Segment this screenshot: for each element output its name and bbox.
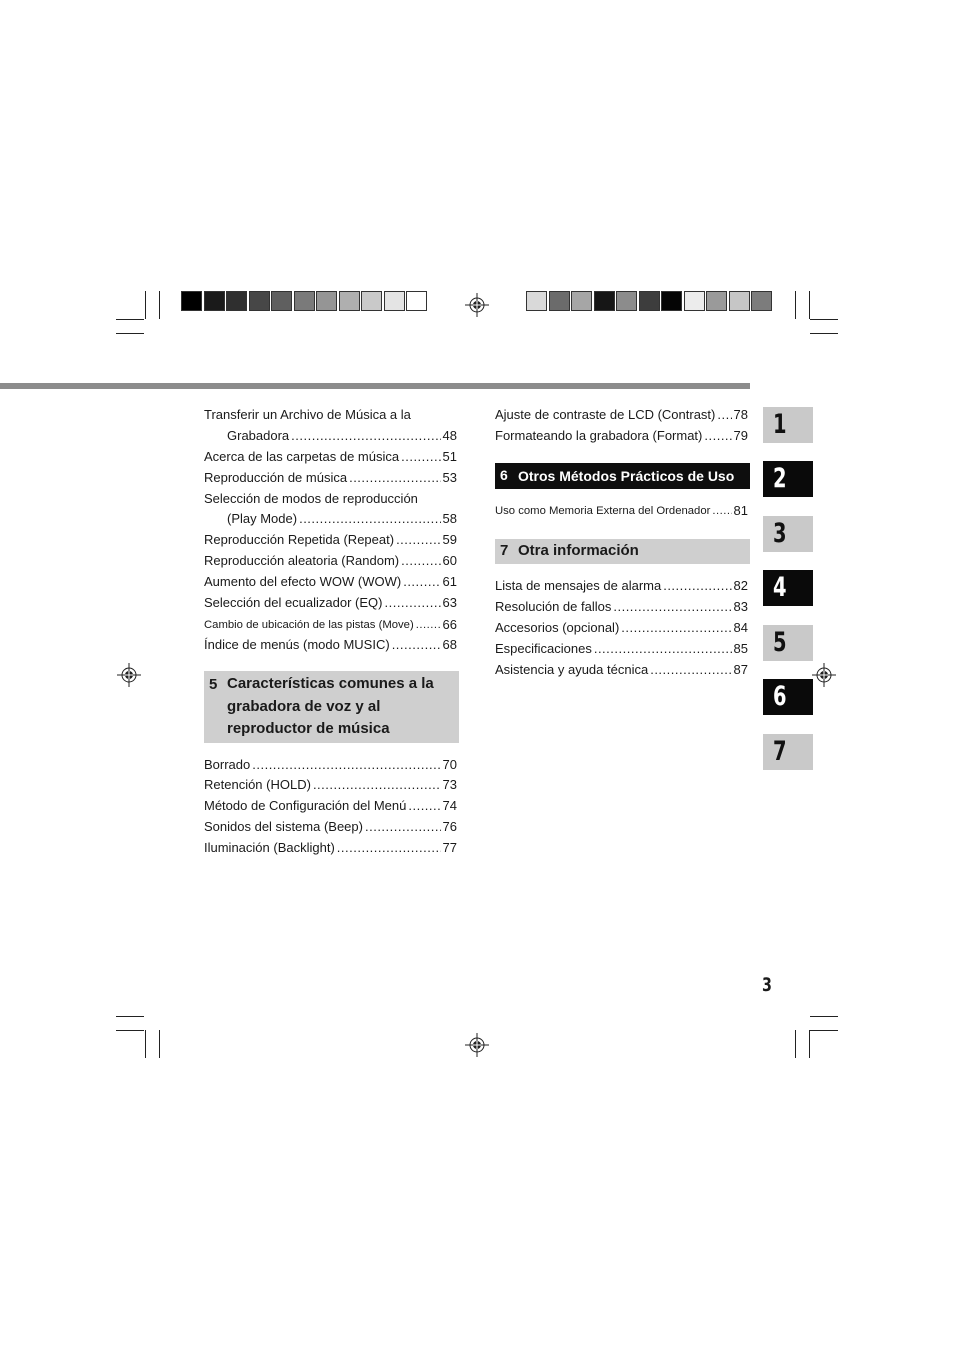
leader-dots [613, 599, 731, 615]
toc-entry-page: 76 [442, 819, 457, 834]
toc-entry-label: Sonidos del sistema (Beep) [204, 819, 363, 834]
leader-dots [313, 777, 441, 793]
toc-entry-page: 61 [442, 574, 457, 589]
leader-dots [252, 757, 440, 773]
toc-entry-page: 78 [733, 407, 748, 422]
toc-entry[interactable] [204, 532, 457, 548]
toc-entry-label: Índice de menús (modo MUSIC) [204, 637, 390, 652]
color-swatch [684, 291, 705, 311]
chapter-tab-label: 1 [773, 409, 787, 440]
toc-entry-label: Borrado [204, 757, 251, 772]
toc-entry-page: 63 [442, 595, 457, 610]
toc-entry-label: Grabadora [227, 428, 290, 443]
toc-entry-label: Reproducción Repetida (Repeat) [204, 532, 395, 547]
crop-mark [116, 333, 144, 334]
registration-mark-icon [117, 663, 141, 687]
chapter-tab-label: 7 [773, 736, 787, 767]
crop-mark [810, 333, 838, 334]
color-swatch [294, 291, 315, 311]
toc-entry-label: Iluminación (Backlight) [204, 840, 335, 855]
toc-entry-label: Lista de mensajes de alarma [495, 578, 662, 593]
crop-mark [145, 291, 146, 319]
toc-entry-label: Accesorios (opcional) [495, 620, 620, 635]
leader-dots [384, 595, 440, 611]
color-swatch [526, 291, 547, 311]
color-swatch [361, 291, 382, 311]
section-title [227, 673, 434, 741]
toc-entry-label: Especificaciones [495, 641, 592, 656]
toc-entry[interactable] [204, 819, 457, 835]
crop-mark [810, 319, 838, 320]
toc-entry-label: Selección de modos de reproducción [204, 491, 418, 506]
section-title: Otra información [518, 542, 639, 559]
section-title-line: grabadora de voz y al [227, 697, 381, 715]
header-rule [0, 383, 750, 389]
toc-entry-label: Cambio de ubicación de las pistas (Move) [204, 619, 414, 631]
chapter-tab-label: 5 [773, 627, 787, 658]
toc-entry[interactable] [204, 449, 457, 465]
toc-entry-label: Selección del ecualizador (EQ) [204, 595, 383, 610]
toc-entry-label: Resolución de fallos [495, 599, 612, 614]
chapter-tab-label: 6 [773, 681, 787, 712]
leader-dots [621, 620, 731, 636]
crop-mark [810, 1016, 838, 1017]
toc-entry-label: Reproducción aleatoria (Random) [204, 553, 400, 568]
chapter-tab-1[interactable] [763, 407, 813, 443]
toc-entry-page: 68 [442, 637, 457, 652]
toc-entry [204, 407, 411, 423]
toc-entry[interactable] [204, 777, 457, 793]
toc-entry[interactable] [495, 620, 748, 636]
color-swatch [339, 291, 360, 311]
toc-entry-label: Acerca de las carpetas de música [204, 449, 400, 464]
leader-dots [704, 428, 731, 444]
leader-dots [663, 578, 731, 594]
leader-dots [712, 503, 731, 519]
toc-entry[interactable] [227, 428, 457, 444]
color-swatch [751, 291, 772, 311]
toc-entry[interactable] [204, 757, 457, 773]
toc-entry-label: Aumento del efecto WOW (WOW) [204, 574, 402, 589]
crop-mark [809, 1030, 810, 1058]
toc-entry-label: Retención (HOLD) [204, 777, 311, 792]
crop-mark [116, 1030, 144, 1031]
toc-entry-page: 60 [442, 553, 457, 568]
chapter-tab-3[interactable] [763, 516, 813, 552]
crop-mark [159, 291, 160, 319]
toc-entry-label: Uso como Memoria Externa del Ordenador [495, 505, 711, 517]
toc-entry[interactable] [204, 574, 457, 590]
toc-entry[interactable] [204, 595, 457, 611]
color-swatch [594, 291, 615, 311]
crop-mark [159, 1030, 160, 1058]
toc-entry-label: (Play Mode) [227, 511, 298, 526]
leader-dots [396, 532, 440, 548]
toc-entry[interactable] [204, 617, 457, 633]
crop-mark [810, 1030, 838, 1031]
leader-dots [408, 798, 440, 814]
chapter-tab-2[interactable] [763, 461, 813, 497]
color-swatch [549, 291, 570, 311]
chapter-tab-label: 2 [773, 463, 787, 494]
color-swatch [639, 291, 660, 311]
chapter-tab-7[interactable] [763, 734, 813, 770]
leader-dots [401, 449, 440, 465]
crop-mark [145, 1030, 146, 1058]
section-number: 5 [209, 676, 218, 693]
crop-mark [116, 319, 144, 320]
color-swatch [271, 291, 292, 311]
toc-entry-page: 74 [442, 798, 457, 813]
registration-mark-icon [465, 1033, 489, 1057]
toc-entry[interactable] [204, 637, 457, 653]
toc-entry [204, 491, 418, 507]
toc-entry-page: 51 [442, 449, 457, 464]
section-6-heading[interactable] [495, 463, 750, 489]
toc-entry[interactable] [495, 503, 748, 519]
toc-entry[interactable] [204, 553, 457, 569]
toc-entry-page: 66 [442, 617, 457, 632]
leader-dots [365, 819, 441, 835]
toc-entry-label: Transferir un Archivo de Música a la [204, 407, 411, 422]
chapter-tab-6[interactable] [763, 679, 813, 715]
toc-entry-page: 53 [442, 470, 457, 485]
toc-entry-label: Método de Configuración del Menú [204, 798, 407, 813]
toc-entry-page: 85 [733, 641, 748, 656]
toc-entry-page: 84 [733, 620, 748, 635]
toc-entry[interactable] [495, 578, 748, 594]
leader-dots [392, 637, 441, 653]
section-7-heading[interactable] [495, 539, 750, 564]
toc-entry-page: 48 [442, 428, 457, 443]
chapter-tab-label: 4 [773, 572, 787, 603]
toc-entry[interactable] [204, 470, 457, 486]
section-title-line: Características comunes a la [227, 675, 434, 692]
color-swatch [616, 291, 637, 311]
color-swatch [706, 291, 727, 311]
toc-entry-label: Ajuste de contraste de LCD (Contrast) [495, 407, 716, 422]
color-swatch [316, 291, 337, 311]
toc-entry[interactable] [495, 428, 748, 444]
leader-dots [717, 407, 731, 423]
chapter-tab-label: 3 [773, 518, 787, 549]
toc-entry-label: Formateando la grabadora (Format) [495, 428, 703, 443]
chapter-tab-4[interactable] [763, 570, 813, 606]
leader-dots [349, 470, 440, 486]
crop-mark [795, 1030, 796, 1058]
toc-entry[interactable] [227, 511, 457, 527]
toc-entry-page: 58 [442, 511, 457, 526]
toc-entry[interactable] [495, 407, 748, 423]
toc-entry-page: 73 [442, 777, 457, 792]
toc-entry-page: 79 [733, 428, 748, 443]
toc-entry[interactable] [495, 662, 748, 678]
leader-dots [403, 574, 440, 590]
section-number: 6 [500, 467, 508, 483]
toc-entry-label: Asistencia y ayuda técnica [495, 662, 649, 677]
color-swatch [571, 291, 592, 311]
section-number: 7 [500, 542, 509, 559]
toc-entry-label: Reproducción de música [204, 470, 348, 485]
toc-entry-page: 82 [733, 578, 748, 593]
section-title-line: reproductor de música [227, 720, 390, 737]
leader-dots [401, 553, 440, 569]
crop-mark [795, 291, 796, 319]
color-swatch [181, 291, 202, 311]
toc-entry[interactable] [495, 641, 748, 657]
leader-dots [291, 428, 440, 444]
color-swatch [249, 291, 270, 311]
toc-entry-page: 83 [733, 599, 748, 614]
color-swatch [406, 291, 427, 311]
crop-mark [116, 1016, 144, 1017]
color-swatch [204, 291, 225, 311]
toc-entry[interactable] [204, 840, 457, 856]
toc-entry-page: 87 [733, 662, 748, 677]
toc-entry[interactable] [495, 599, 748, 615]
toc-entry-page: 77 [442, 840, 457, 855]
toc-entry-page: 81 [733, 503, 748, 518]
registration-mark-icon [465, 293, 489, 317]
chapter-tab-5[interactable] [763, 625, 813, 661]
leader-dots [416, 617, 441, 633]
crop-mark [809, 291, 810, 319]
toc-entry-page: 70 [442, 757, 457, 772]
toc-entry[interactable] [204, 798, 457, 814]
section-title: Otros Métodos Prácticos de Uso [518, 468, 735, 484]
toc-entry-page: 59 [442, 532, 457, 547]
color-swatch [226, 291, 247, 311]
leader-dots [594, 641, 732, 657]
color-swatch [661, 291, 682, 311]
leader-dots [299, 511, 440, 527]
leader-dots [650, 662, 731, 678]
page-number: 3 [762, 974, 772, 996]
leader-dots [337, 840, 441, 856]
section-5-heading[interactable] [204, 671, 459, 743]
registration-mark-icon [812, 663, 836, 687]
color-swatch [729, 291, 750, 311]
color-swatch [384, 291, 405, 311]
